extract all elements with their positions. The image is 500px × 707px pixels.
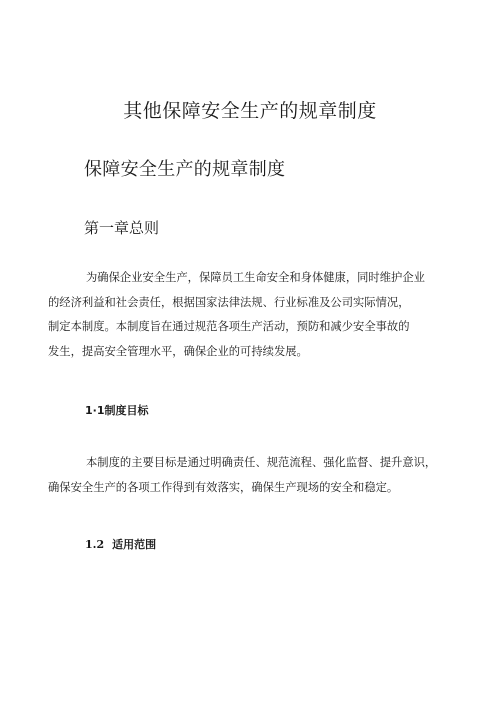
intro-paragraph [48,266,458,364]
paragraph-line: 的经济利益和社会责任，根据国家法律法规、行业标准及公司实际情况， [48,295,410,309]
subheading-objectives: 1·1制度目标 [85,404,149,417]
paragraph-line: 确保安全生产的各项工作得到有效落实，确保生产现场的安全和稳定。 [48,480,399,494]
section-title: 保障安全生产的规章制度 [84,159,286,180]
subheading-number: 1.2 [85,538,105,551]
objectives-paragraph [48,451,458,500]
paragraph-line: 为确保企业安全生产，保障员工生命安全和身体健康，同时维护企业 [86,271,425,284]
document-title: 其他保障安全生产的规章制度 [123,100,377,122]
paragraph-line: 制定本制度。本制度旨在通过规范各项生产活动，预防和减少安全事故的 [48,320,410,333]
chapter-title: 第一章总则 [84,219,160,237]
paragraph-line: 本制度的主要目标是通过明确责任、规范流程、强化监督、提升意识， [86,456,437,469]
subheading-scope [85,537,156,553]
paragraph-line: 发生，提高安全管理水平，确保企业的可持续发展。 [48,344,308,358]
subheading-text: 适用范围 [112,538,157,551]
